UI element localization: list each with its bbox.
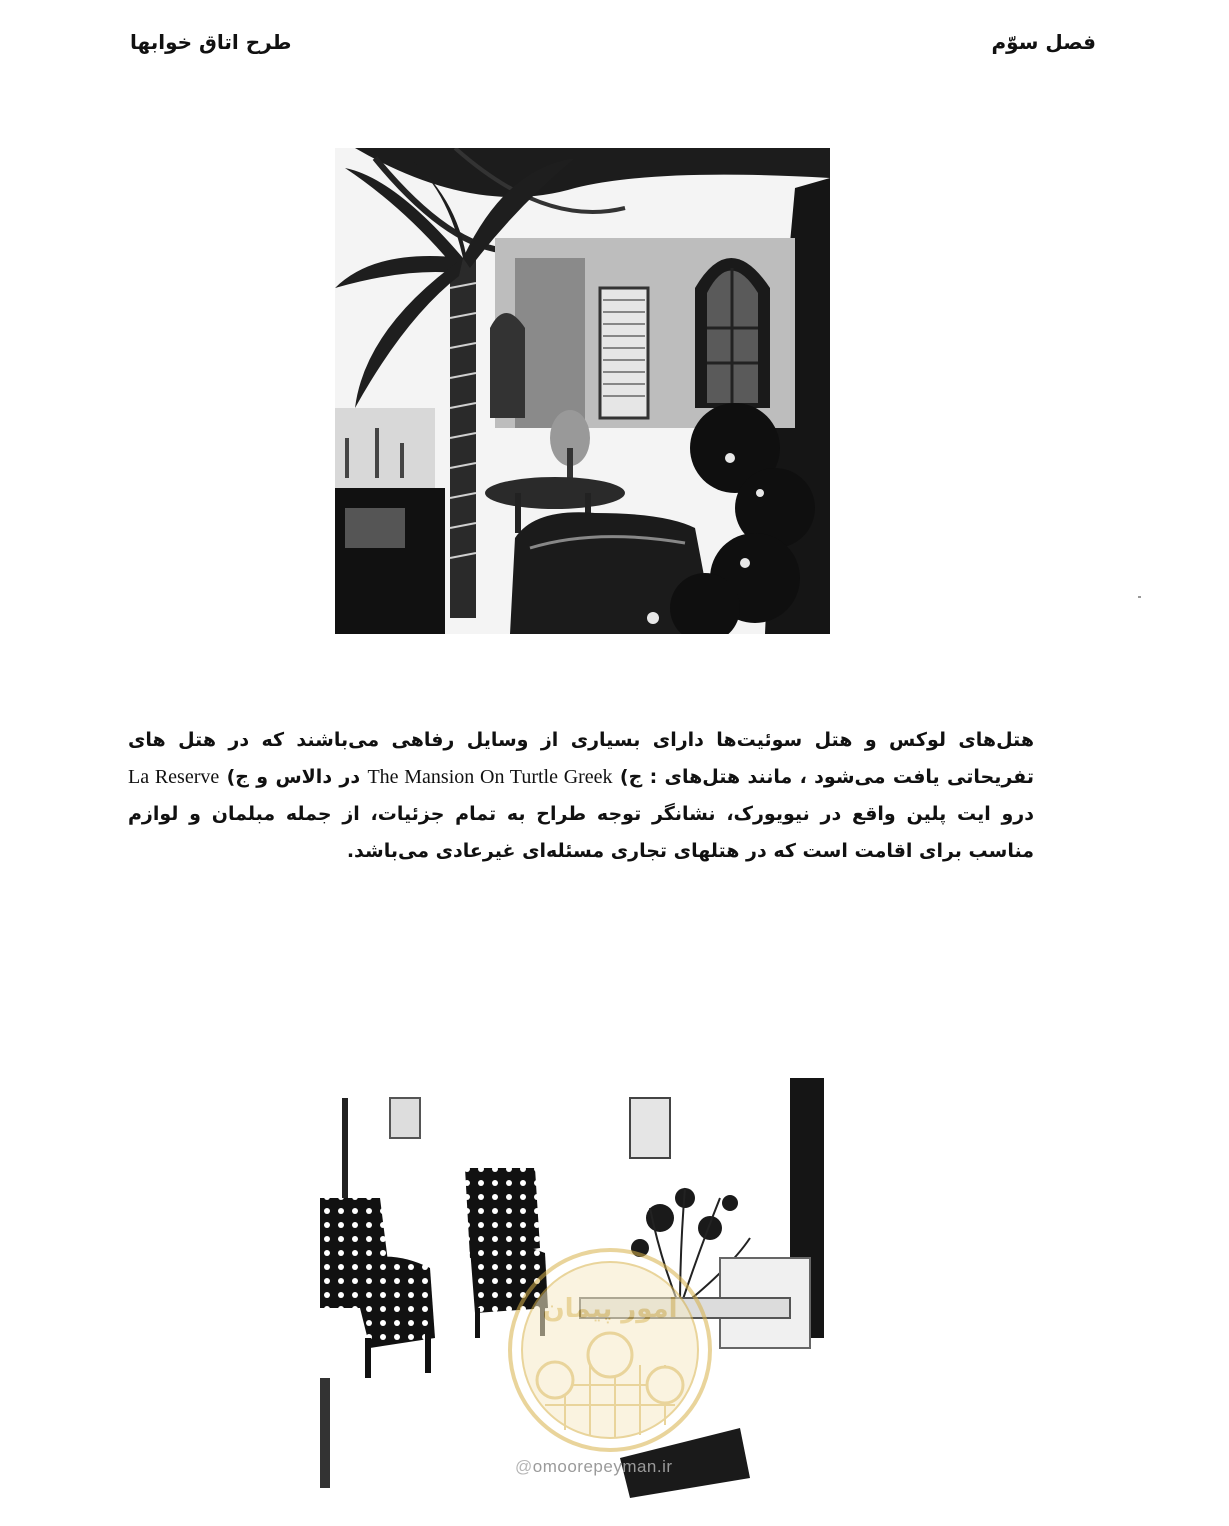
body-line-5: غیرعادی می‌باشد. [346,840,516,862]
watermark-url-text: omoorepeyman.ir [532,1457,673,1476]
body-line-1: هتل‌های لوکس و هتل سوئیت‌ها دارای بسیاری از وسایل رفاهی می‌باشند که در [228,729,1034,751]
scan-speck [1138,596,1141,598]
hotel-lounge-photo [335,148,830,634]
chapter-title: فصل سوّم [991,30,1096,54]
hotel-name-mansion: The Mansion On Turtle Greek [367,766,613,788]
hotel-lounge-illustration [335,148,830,634]
body-line-3-fa-b: درو ایت پلین واقع در نیویورک، نشانگر توجه طراح به تمام [455,803,1034,825]
watermark-seal-logo [505,1245,715,1455]
watermark-url [515,1457,673,1477]
at-icon: @ [515,1457,533,1476]
body-line-3-fa-a: در دالاس و ج) [226,766,361,788]
page-header [130,30,1096,64]
hotel-name-la-reserve: La Reserve [128,766,220,788]
body-paragraph [128,722,1074,870]
body-line-4: جزئیات، از جمله مبلمان و لوازم مناسب برای اقامت است که در هتلهای تجاری مسئله‌ای [128,803,1034,862]
body-line-2-fa: هتل های تفریحاتی یافت می‌شود ، مانند هتل‌های : ج) [128,729,1034,788]
watermark-logo-text: امور پیمان [542,1294,678,1324]
section-title: طرح اتاق خوابها [130,30,292,54]
